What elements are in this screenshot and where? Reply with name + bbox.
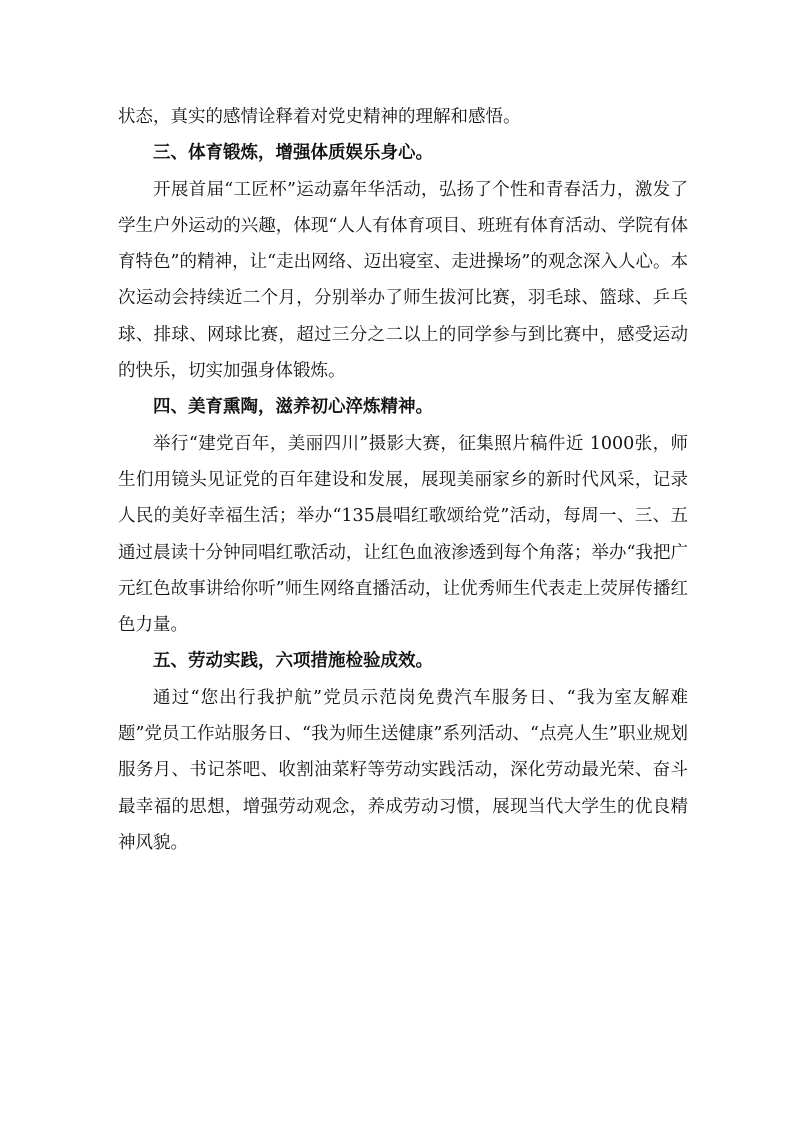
- section-body-aesthetics: 举行“建党百年，美丽四川”摄影大赛，征集照片稿件近 1000张，师生们用镜头见证党的百年建设和发展，展现美丽家乡的新时代风采，记录人民的美好幸福生活；举办“135晨唱红歌颂给党”活动，每周一、三、五通过晨读十分钟同唱红歌活动，让红色血液渗透到每个角落；举办“我把广元红色故事讲给你听”师生网络直播活动，让优秀师生代表走上荧屏传播红色力量。: [118, 433, 688, 636]
- section-body-sports: 开展首届“工匠杯”运动嘉年华活动，弘扬了个性和青春活力，激发了学生户外运动的兴趣，体现“人人有体育项目、班班有体育活动、学院有体育特色”的精神，让“走出网络、迈出寝室、走进操场”的观念深入人心。本次运动会持续近二个月，分别举办了师生拔河比赛，羽毛球、篮球、乒乓球、排球、网球比赛，超过三分之二以上的同学参与到比赛中，感受运动的快乐，切实加强身体锻炼。: [118, 179, 688, 382]
- document-body: [118, 99, 688, 861]
- section-heading-aesthetics: 四、美育熏陶，滋养初心淬炼精神。: [153, 397, 433, 418]
- continuation-paragraph: 状态，真实的感情诠释着对党史精神的理解和感悟。: [118, 107, 521, 127]
- section-body-labor: 通过“您出行我护航”党员示范岗免费汽车服务日、“我为室友解难题”党员工作站服务日、“我为师生送健康”系列活动、“点亮人生”职业规划服务月、书记茶吧、收割油菜籽等劳动实践活动，深化劳动最光荣、奋斗最幸福的思想，增强劳动观念，养成劳动习惯，展现当代大学生的优良精神风貌。: [118, 687, 688, 853]
- section-heading-labor: 五、劳动实践，六项措施检验成效。: [153, 651, 433, 672]
- section-heading-sports: 三、体育锻炼，增强体质娱乐身心。: [153, 143, 433, 164]
